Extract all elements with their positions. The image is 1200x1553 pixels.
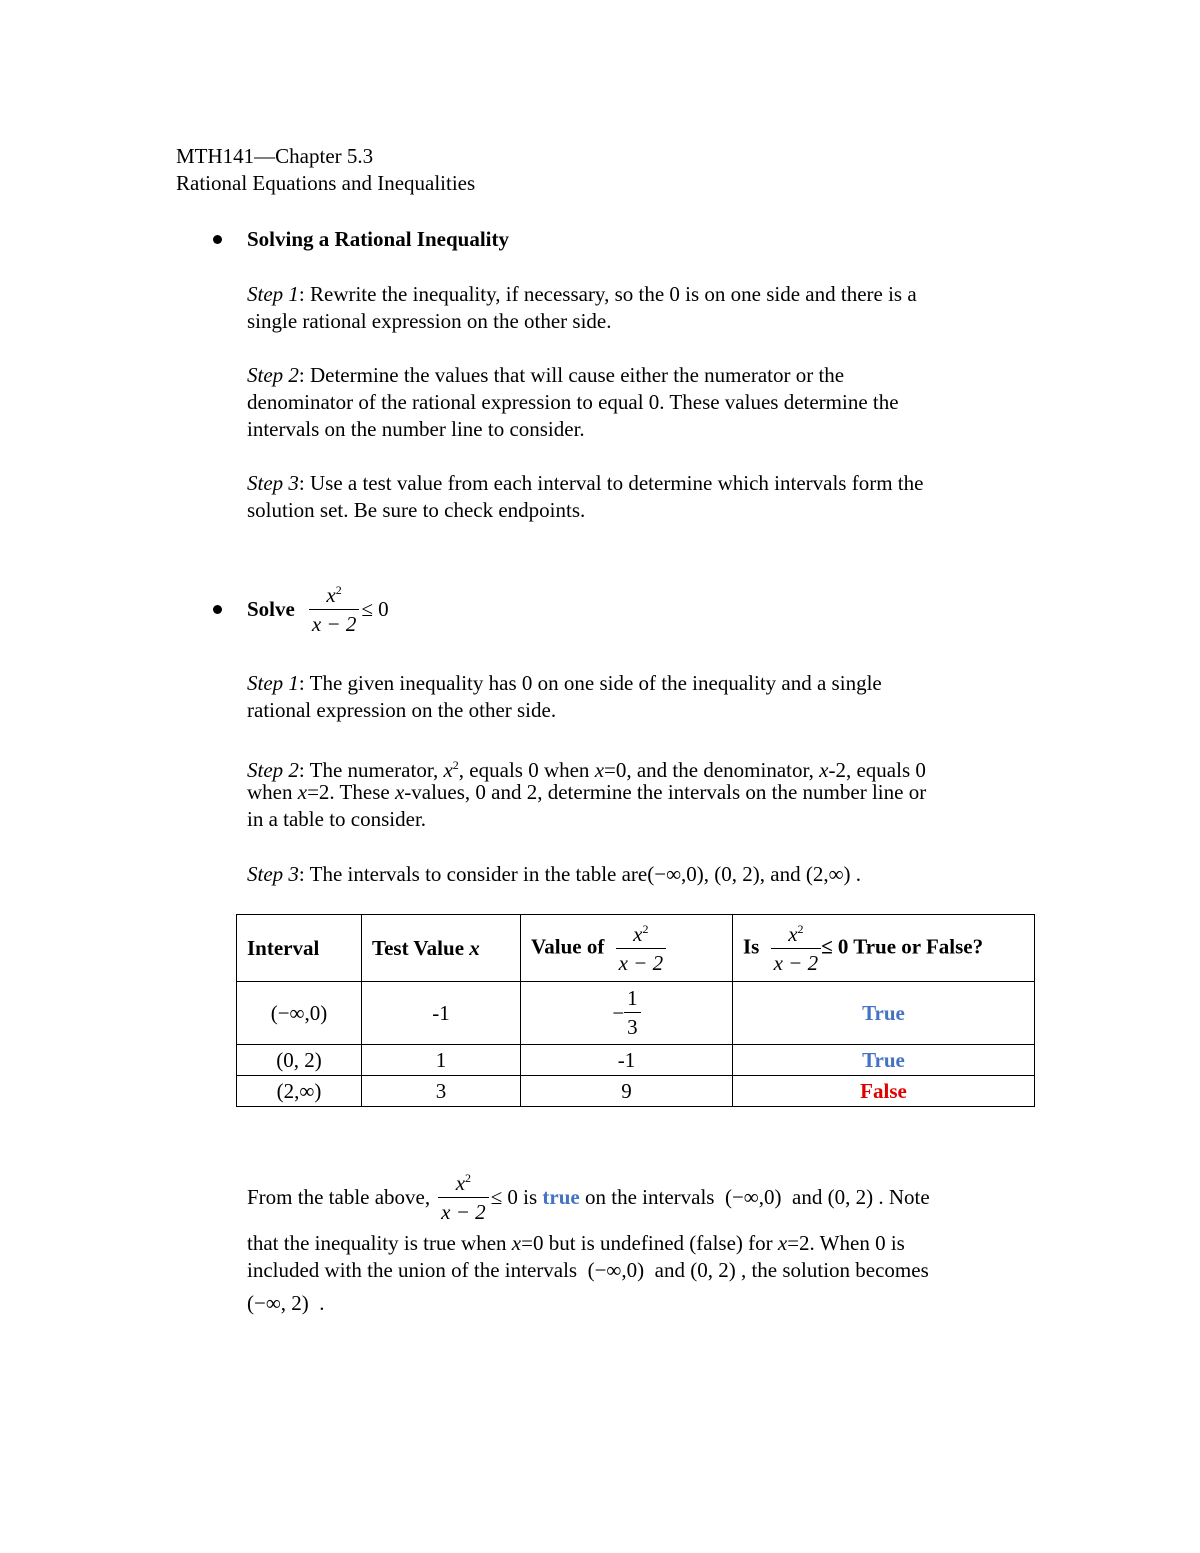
s1-step1-line2: single rational expression on the other side. (247, 309, 612, 333)
conclusion-line3: included with the union of the intervals (−∞,0) and (0, 2) , the solution becomes (247, 1258, 929, 1282)
row-result: True (733, 1045, 1035, 1076)
row-interval: (2,∞) (237, 1076, 362, 1107)
conclusion-line4: (−∞, 2) . (247, 1291, 325, 1315)
s1-step2-line3: intervals on the number line to consider. (247, 417, 585, 441)
table-header-row (237, 915, 1035, 982)
true-word: true (542, 1185, 580, 1209)
s2-step1-line2: rational expression on the other side. (247, 698, 557, 722)
row-value: 9 (521, 1076, 733, 1107)
s2-step3-line1: Step 3: The intervals to consider in the table are(−∞,0), (0, 2), and (2,∞) . (247, 862, 862, 886)
row-test: -1 (362, 982, 521, 1045)
row-value: -1 (521, 1045, 733, 1076)
solve-heading (247, 584, 389, 635)
s2-step1-line1: Step 1: The given inequality has 0 on one side of the inequality and a single (247, 671, 882, 695)
table-row (237, 1045, 1035, 1076)
interval-table (236, 914, 1035, 1107)
s1-step3-line2: solution set. Be sure to check endpoints. (247, 498, 586, 522)
row-result: True (733, 982, 1035, 1045)
chapter-subtitle: Rational Equations and Inequalities (176, 171, 476, 195)
header-true-false: Is $\frac{x^2}{x - 2}$ ≤ 0 True or False? (733, 915, 1035, 982)
row-interval: (−∞,0) (237, 982, 362, 1045)
s2-step2-line1: Step 2: The numerator, $x^2$, equals 0 when x=0, and the denominator, x-2, equals 0 (247, 758, 926, 782)
row-test: 1 (362, 1045, 521, 1076)
s2-step2-line3: in a table to consider. (247, 807, 427, 831)
header-test-value: Test Value x (362, 915, 521, 982)
s1-step2-line1: Step 2: Determine the values that will cause either the numerator or the (247, 363, 845, 387)
course-title: MTH141—Chapter 5.3 (176, 144, 374, 168)
row-interval: (0, 2) (237, 1045, 362, 1076)
row-value: − $\frac{1}{3}$ (521, 982, 733, 1045)
row-test: 3 (362, 1076, 521, 1107)
bullet-icon (213, 235, 222, 244)
row-result: False (733, 1076, 1035, 1107)
solve-fraction: $\frac{x^2}{x - 2}$ (309, 584, 360, 635)
bullet-icon (213, 605, 222, 614)
s2-step2-line2: when x=2. These x-values, 0 and 2, determine the intervals on the number line or (247, 780, 927, 804)
table-row (237, 982, 1035, 1045)
s1-step3-line1: Step 3: Use a test value from each interval to determine which intervals form the (247, 471, 924, 495)
conclusion-line2: that the inequality is true when x=0 but is undefined (false) for x=2. When 0 is (247, 1231, 905, 1255)
table-row (237, 1076, 1035, 1107)
section1-title: Solving a Rational Inequality (247, 227, 509, 251)
solve-label: Solve (247, 597, 295, 621)
header-value-of: Value of $\frac{x^2}{x - 2}$ (521, 915, 733, 982)
s1-step2-line2: denominator of the rational expression to equal 0. These values determine the (247, 390, 899, 414)
solve-relation: ≤ 0 (361, 597, 389, 621)
conclusion-line1: From the table above, $\frac{x^2}{x - 2}$ ≤ 0 is true on the intervals (−∞,0) and (0, 2) . Note (247, 1171, 930, 1224)
header-interval: Interval (237, 915, 362, 982)
s1-step1-line1: Step 1: Rewrite the inequality, if necessary, so the 0 is on one side and there is a (247, 282, 917, 306)
